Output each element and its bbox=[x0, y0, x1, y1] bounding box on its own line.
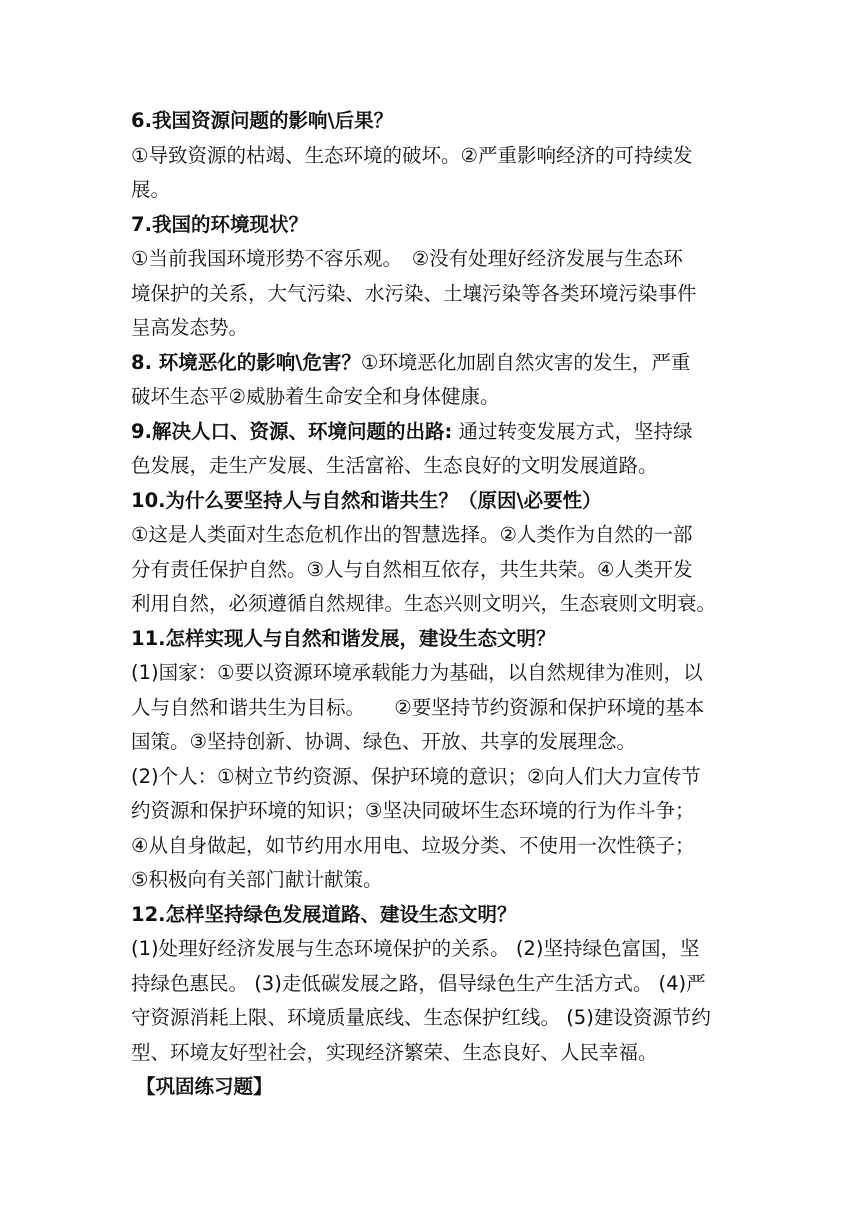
q10-answer-line: 分有责任保护自然。③人与自然相互依存，共生共荣。④人类开发 bbox=[131, 557, 693, 581]
q12-heading: 12.怎样坚持绿色发展道路、建设生态文明？ bbox=[131, 902, 517, 926]
q12-answer-line: 守资源消耗上限、环境质量底线、生态保护红线。 (5)建设资源节约 bbox=[131, 1006, 711, 1029]
q7-answer-line: ①当前我国环境形势不容乐观。 ②没有处理好经济发展与生态环 bbox=[131, 247, 683, 270]
q11-answer-line: (2)个人：①树立节约资源、保护环境的意识；②向人们大力宣传节 bbox=[131, 764, 701, 788]
q11-heading: 11.怎样实现人与自然和谐发展，建设生态文明？ bbox=[131, 626, 556, 650]
q9-heading: 9.解决人口、资源、环境问题的出路: bbox=[131, 419, 453, 443]
q9-answer-line: 色发展，走生产发展、生活富裕、生态良好的文明发展道路。 bbox=[131, 454, 658, 477]
q11-answer-line: 国策。③坚持创新、协调、绿色、开放、共享的发展理念。 bbox=[131, 730, 636, 753]
q8-heading: 8. 环境恶化的影响\危害？ bbox=[131, 350, 361, 374]
q6-answer-line: 展。 bbox=[131, 178, 171, 201]
q9-answer-text: 通过转变发展方式，坚持绿 bbox=[452, 419, 693, 443]
q10-answer-line: 利用自然，必须遵循自然规律。生态兴则文明兴，生态衰则文明衰。 bbox=[131, 592, 717, 615]
q11-answer-line: ④从自身做起，如节约用水用电、垃圾分类、不使用一次性筷子； bbox=[131, 833, 695, 857]
q11-answer-line: 人与自然和谐共生为目标。 ②要坚持节约资源和保护环境的基本 bbox=[131, 695, 705, 719]
q6-answer-line: ①导致资源的枯竭、生态环境的破坏。②严重影响经济的可持续发 bbox=[131, 143, 693, 167]
section-title: 【巩固练习题】 bbox=[136, 1075, 273, 1098]
q8-answer-line: 破坏生态平②威胁着生命安全和身体健康。 bbox=[131, 385, 500, 408]
q7-heading: 7.我国的环境现状？ bbox=[131, 212, 308, 236]
q8-answer-text: ①环境恶化加剧自然灾害的发生，严重 bbox=[360, 350, 691, 374]
q10-answer-line: ①这是人类面对生态危机作出的智慧选择。②人类作为自然的一部 bbox=[131, 523, 693, 546]
q10-heading: 10.为什么要坚持人与自然和谐共生？（原因\必要性） bbox=[131, 488, 602, 512]
q11-answer-line: ⑤积极向有关部门献计献策。 bbox=[131, 868, 383, 891]
q7-answer-line: 呈高发态势。 bbox=[131, 316, 249, 339]
q9-line bbox=[131, 415, 731, 450]
q6-heading: 6.我国资源问题的影响\后果？ bbox=[131, 109, 394, 132]
q12-answer-line: 型、环境友好型社会，实现经济繁荣、生态良好、人民幸福。 bbox=[131, 1040, 658, 1064]
q12-answer-line: (1)处理好经济发展与生态环境保护的关系。 (2)坚持绿色富国，坚 bbox=[131, 937, 700, 960]
q8-line bbox=[131, 346, 731, 381]
q7-answer-line: 境保护的关系，大气污染、水污染、土壤污染等各类环境污染事件 bbox=[131, 281, 697, 305]
q12-answer-line: 持绿色惠民。 (3)走低碳发展之路，倡导绿色生产生活方式。 (4)严 bbox=[131, 971, 706, 995]
document-page bbox=[131, 104, 731, 1105]
q11-answer-line: (1)国家：①要以资源环境承载能力为基础，以自然规律为准则，以 bbox=[131, 661, 703, 684]
q11-answer-line: 约资源和保护环境的知识；③坚决同破坏生态环境的行为作斗争； bbox=[131, 799, 695, 822]
